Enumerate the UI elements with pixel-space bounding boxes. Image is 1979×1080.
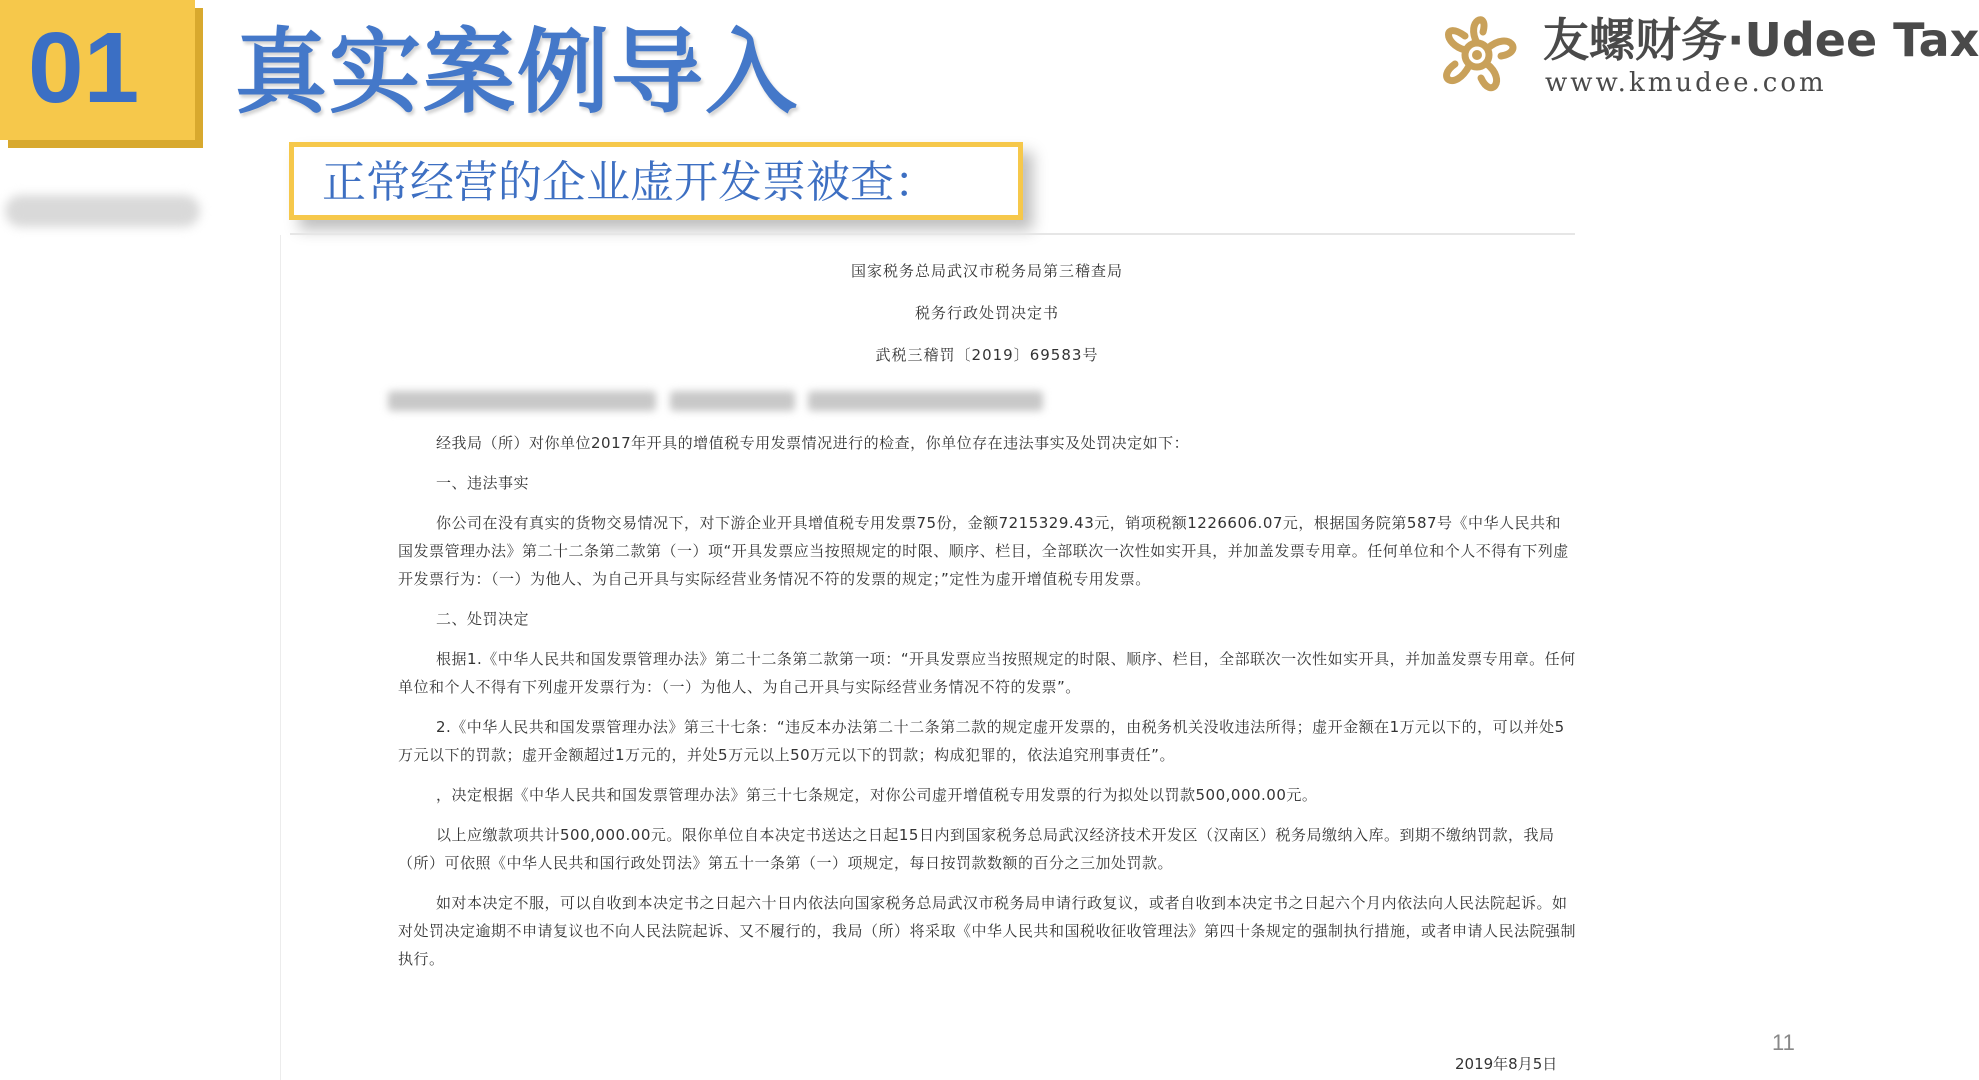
doc-paragraph-appeal: 如对本决定不服，可以自收到本决定书之日起六十日内依法向国家税务总局武汉市税务局申请行政复议，或者自收到本决定书之日起六个月内依法向人民法院起诉。如对处罚决定逾期不申请复议也不向人民法院起诉、又不履行的，我局（所）将采取《中华人民共和国税收征收管理法》第四十条规定的强制执行措施，或者申请人民法院强制执行。 [398,894,1577,968]
section-number-badge [0,0,195,140]
redaction-block [670,391,795,411]
company-logo [1425,0,1979,115]
page-number: 11 [1772,1030,1795,1055]
page-title: 真实案例导入 [235,19,800,126]
doc-issuer: 国家税务总局武汉市税务局第三稽查局 [850,262,1123,280]
decorative-blur-bar [5,195,200,227]
doc-paragraph-facts: 你公司在没有真实的货物交易情况下，对下游企业开具增值税专用发票75份，金额7215329.43元，销项税额1226606.07元，根据国务院第587号《中华人民共和国发票管理办法》第二十二条第二款第（一）项“开具发票应当按照规定的时限、顺序、栏目，全部联次一次性如实开具，并加盖发票专用章。任何单位和个人不得有下列虚开发票行为：（一）为他人、为自己开具与实际经营业务情况不符的发票的规定；”定性为虚开增值税专用发票。 [398,514,1569,588]
doc-paragraph-intro: 经我局（所）对你单位2017年开具的增值税专用发票情况进行的检查，你单位存在违法事实及处罚决定如下： [436,434,1190,452]
flower-logo-icon [1425,0,1530,110]
doc-heading-facts: 一、违法事实 [436,474,530,492]
doc-date: 2019年8月5日 [1455,1055,1558,1073]
subtitle-box [289,142,1023,220]
redaction-block [388,391,656,411]
document-left-border [280,235,281,1080]
doc-paragraph-basis-2: 2.《中华人民共和国发票管理办法》第三十七条：“违反本办法第二十二条第二款的规定虚开发票的，由税务机关没收违法所得；虚开金额在1万元以下的，可以并处5万元以下的罚款；虚开金额超过1万元的，并处5万元以上50万元以下的罚款；构成犯罪的，依法追究刑事责任”。 [398,718,1565,764]
redaction-block [808,391,1043,411]
redacted-recipient [388,387,1576,411]
doc-type: 税务行政处罚决定书 [914,304,1059,322]
section-number: 01 [28,12,140,124]
doc-paragraph-payment: 以上应缴款项共计500,000.00元。限你单位自本决定书送达之日起15日内到国家税务总局武汉经济技术开发区（汉南区）税务局缴纳入库。到期不缴纳罚款，我局（所）可依照《中华人民共和国行政处罚法》第五十一条第（一）项规定，每日按罚款数额的百分之三加处罚款。 [398,826,1555,872]
doc-paragraph-basis-1: 根据1.《中华人民共和国发票管理办法》第二十二条第二款第一项：“开具发票应当按照规定的时限、顺序、栏目，全部联次一次性如实开具，并加盖发票专用章。任何单位和个人不得有下列虚开发票行为：（一）为他人、为自己开具与实际经营业务情况不符的发票”。 [398,650,1576,696]
doc-body [398,429,1576,973]
doc-number: 武税三稽罚〔2019〕69583号 [875,346,1099,364]
subtitle-text: 正常经营的企业虚开发票被查： [322,157,938,208]
logo-url: www.kmudee.com [1545,68,1827,98]
document-top-border [290,233,1575,235]
logo-brand-name: 友螺财务·Udee Tax [1543,13,1979,67]
doc-paragraph-decision: ，决定根据《中华人民共和国发票管理办法》第三十七条规定，对你公司虚开增值税专用发票的行为拟处以罚款500,000.00元。 [436,786,1318,804]
doc-heading-decision: 二、处罚决定 [436,610,530,628]
penalty-decision-document [398,255,1576,973]
